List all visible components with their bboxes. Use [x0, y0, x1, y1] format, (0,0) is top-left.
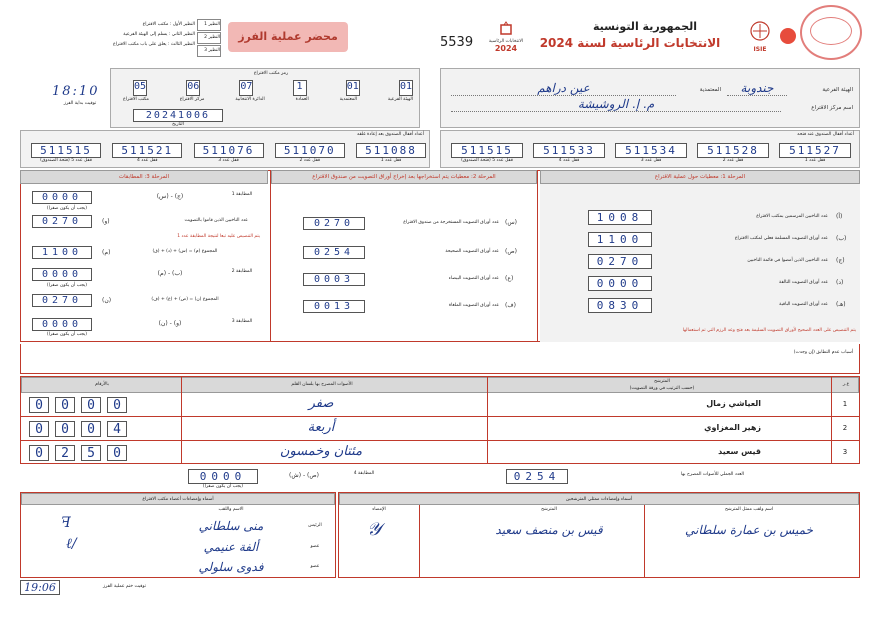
republic-title: الجمهورية التونسية	[592, 20, 698, 33]
seal-before-label-4: قفل عدد 4	[558, 158, 580, 163]
rep-name: خميس بن عمارة سلطاني	[685, 523, 813, 537]
match2-value: 0000	[32, 268, 92, 281]
digit: 5	[81, 445, 101, 461]
discrepancy-label: أسباب عدم التطابق (إن وجدت)	[793, 350, 853, 355]
signature-scribble: 𝒴	[367, 519, 382, 540]
copy-line-3: النظير الثالث : يعلق على باب مكتب الاقتراع	[112, 42, 195, 47]
match2-label: المطابقة 2	[231, 269, 253, 274]
stage2-row-s	[303, 217, 528, 233]
digit: 2	[55, 445, 75, 461]
stage2-title: المرحلة 2: معطيات يتم استخراجها بعد إخراج أوراق التصويت من صندوق الاقتراع	[271, 170, 537, 184]
header	[0, 0, 880, 68]
reps-signatures	[338, 492, 860, 578]
code-sublabel-subauthority: الهيئة الفرعية	[387, 97, 413, 102]
sum-n-label: المجموع (ن) = (ص) + (ع) + (ف)	[151, 297, 219, 302]
copies-list	[20, 20, 195, 50]
voters-value: 0270	[32, 215, 92, 228]
stage1-letter-a: (أ)	[836, 213, 843, 220]
place-info-panel	[440, 68, 860, 128]
stage2-label-a: عدد أوراق التصويت البيضاء	[448, 276, 499, 281]
stage2-row-f	[303, 300, 528, 316]
logo-year: 2024	[494, 44, 518, 53]
seal-before-label-2: قفل عدد 2	[722, 158, 744, 163]
stage1-value-a: 1008	[588, 210, 652, 225]
match2-box	[32, 268, 92, 281]
seal-before-label-3: قفل عدد 3	[640, 158, 662, 163]
office-member-role: عضو	[310, 544, 320, 549]
col-divider	[644, 505, 645, 577]
sum-n-letter: (ن)	[102, 297, 112, 304]
seal-after-label-4: قفل عدد 4	[136, 158, 158, 163]
voters-label: عدد الناخبين الذين قاموا بالتصويت	[184, 218, 248, 223]
col-candidate: المترشح	[654, 379, 670, 384]
result-words: أربعة	[307, 420, 335, 435]
match4-value: 0000	[188, 469, 258, 484]
sum-m-box	[32, 246, 92, 259]
result-num: 1	[842, 400, 848, 408]
seals-before-values	[451, 143, 851, 158]
code-sublabel-sector: العمادة	[295, 97, 309, 102]
stage1-letter-d: (د)	[836, 279, 844, 286]
office-member-role: عضو	[310, 564, 320, 569]
code-sublabel-office: مكتب الاقتراع	[123, 97, 149, 102]
seal-after-5: 511515	[31, 143, 101, 158]
sum-m-label: المجموع (م) = (س) + (د) + (ق)	[152, 249, 218, 254]
seal-before-label-1: قفل عدد 1	[804, 158, 826, 163]
result-digits	[29, 421, 127, 437]
rep-candidate: قيس بن منصف سعيد	[495, 523, 603, 537]
flag-icon	[780, 28, 796, 44]
stage1-label-e: عدد أوراق التصويت الباقية	[779, 302, 828, 307]
total-label: العدد الجملي للأصوات المصرح بها	[680, 472, 744, 477]
code-cell-office: 01	[399, 80, 413, 96]
seals-before-labels	[451, 158, 851, 163]
match1-value: 0000	[32, 191, 92, 204]
copy-line-1: النظير الأول : مكتب الاقتراع	[142, 22, 195, 27]
center-label: اسم مركز الاقتراع	[811, 105, 853, 111]
code-cell-delegation: 06	[186, 80, 200, 96]
digit: 4	[107, 421, 127, 437]
copy-line-2: النظير الثاني : يسلم إلى الهيئة الفرعية	[123, 32, 195, 37]
seals-after-values	[31, 143, 426, 158]
seal-before-4: 511533	[533, 143, 605, 158]
result-digits	[29, 397, 127, 413]
stage2-row-a	[303, 273, 528, 289]
subauthority-label: الهيئة الفرعية	[822, 87, 853, 93]
digit: 0	[107, 397, 127, 413]
stage1-label-a: عدد الناخبين المرسمين بمكتب الاقتراع	[756, 214, 828, 219]
end-time-value: 19:06	[20, 580, 60, 595]
stage1-title: المرحلة 1: معطيات حول عملية الاقتراع	[540, 170, 860, 184]
digit: 0	[107, 445, 127, 461]
match4-label: المطابقة 4	[353, 471, 375, 476]
code-cell-sector: 07	[239, 80, 253, 96]
results-row	[21, 418, 859, 441]
match1-formula: (ج) - (س)	[156, 193, 184, 200]
col-num: ع.ر	[842, 382, 850, 387]
office-row	[21, 517, 335, 537]
match2-note: (يجب أن يكون صفرا)	[46, 283, 88, 288]
red-stamp	[800, 5, 862, 60]
match1-boxes	[32, 191, 92, 204]
stage2-letter-a: (ع)	[505, 275, 514, 282]
stage2-letter-p: (ص)	[505, 248, 517, 255]
reps-col-candidate: المترشح	[541, 507, 557, 512]
results-header	[21, 377, 859, 393]
seal-after-label-3: قفل عدد 3	[218, 158, 239, 163]
seals-before-title: أعداد أقفال الصندوق عند فتحه	[797, 132, 854, 137]
match3-box	[32, 318, 92, 331]
col-candidate-sub: (حسب الترتيب في ورقة التصويت)	[629, 386, 695, 391]
reps-col-signature: الإمضاء	[372, 507, 386, 512]
reps-row	[339, 519, 859, 543]
polling-code-cells	[133, 80, 413, 96]
stage2-letter-f: (ف)	[505, 302, 516, 309]
form-title-badge	[228, 22, 348, 52]
ballot-icon	[499, 21, 513, 35]
sum-n-value: 0270	[32, 294, 92, 307]
result-words: مئتان وخمسون	[279, 444, 363, 459]
logo-text: الانتخابات الرئاسية	[488, 39, 524, 44]
col-words: الأصوات المصرح بها بلسان القلم	[291, 382, 353, 387]
stage1-label-c: عدد الناخبين الذين أمضوا في قائمة الناخبين	[747, 258, 828, 263]
isie-logo	[745, 20, 775, 60]
col-divider	[487, 377, 488, 463]
match3-label: المطابقة 3	[231, 319, 253, 324]
elections-title: الانتخابات الرئاسية لسنة 2024	[539, 36, 721, 50]
sum-m-value: 1100	[32, 246, 92, 259]
result-num: 3	[842, 448, 848, 456]
stage3-title: المرحلة 3: المطابقات	[20, 170, 268, 184]
count-start-box	[20, 68, 120, 110]
reps-title: أسماء وإمضاءات ممثلي المترشحين	[339, 493, 859, 505]
stage2-label-s: عدد أوراق التصويت المستخرجة من صندوق الاقتراع	[403, 220, 499, 225]
code-sublabel-district: الدائرة الانتخابية	[235, 97, 265, 102]
sum-n-box	[32, 294, 92, 307]
seal-after-2: 511070	[275, 143, 345, 158]
stage1-value-e: 0830	[588, 298, 652, 313]
office-row	[21, 558, 335, 578]
result-words: صفر	[308, 396, 334, 411]
polling-code-sublabels	[123, 97, 413, 102]
stage2-value-a: 0003	[303, 273, 365, 286]
seal-after-4: 511521	[112, 143, 182, 158]
voters-box	[32, 215, 92, 228]
stage2-value-p: 0254	[303, 246, 365, 259]
stage1-label-d: عدد أوراق التصويت التالفة	[779, 280, 828, 285]
total-value: 0254	[506, 469, 568, 484]
totals-row	[20, 466, 860, 488]
result-digits	[29, 445, 127, 461]
seals-after-title: أعداد أقفال الصندوق بعد إعادة غلقه	[357, 132, 424, 137]
discrepancy-row	[20, 344, 860, 374]
stage1-value-d: 0000	[588, 276, 652, 291]
stage1-note: يتم التنصيص على العدد الصحيح لأوراق التصويت السليمة بعد فتح وعد الرزم التي تم استعمالها	[682, 328, 856, 333]
office-member-name: منى سلطاني	[198, 519, 264, 533]
end-time-label: توقيت ختم عملية الفرز	[102, 584, 146, 589]
stage1-row-c	[588, 254, 853, 271]
office-row	[21, 538, 335, 558]
match4-formula: (ص) - (ش)	[289, 472, 319, 479]
col-divider	[181, 377, 182, 463]
center-value: م. إ. الروشيشة	[451, 97, 781, 112]
stage2-row-p	[303, 246, 528, 262]
seal-before-label-5: قفل عدد 5 (فتحة الصندوق)	[461, 158, 513, 163]
code-cell-subauthority: 05	[133, 80, 147, 96]
seal-after-1: 511088	[356, 143, 426, 158]
digit: 0	[55, 397, 75, 413]
stage1-value-c: 0270	[588, 254, 652, 269]
stage2-value-f: 0013	[303, 300, 365, 313]
signature-scribble: ꟻ	[61, 515, 71, 531]
match2-formula: (ب) - (م)	[157, 270, 183, 277]
isie-label: ISIE	[753, 46, 767, 53]
polling-code-label: رمز مكتب الاقتراع	[253, 71, 289, 76]
signature-scribble: ℓ/	[66, 536, 77, 552]
code-cell-center: 01	[346, 80, 360, 96]
col-divider	[419, 505, 420, 577]
copy-num-2: النظير 2	[197, 32, 221, 44]
digit: 0	[29, 421, 49, 437]
seal-before-3: 511534	[615, 143, 687, 158]
stage1-row-e	[588, 298, 853, 315]
seal-before-2: 511528	[697, 143, 769, 158]
voters-letter: (و)	[102, 218, 110, 225]
date-value: 20241006	[133, 109, 223, 122]
copy-num-1: النظير 1	[197, 19, 221, 31]
digit: 0	[81, 421, 101, 437]
form-title: محضر عملية الفرز	[238, 30, 338, 43]
office-title: أسماء وإمضاءات أعضاء مكتب الاقتراع	[21, 493, 335, 505]
stage1-value-b: 1100	[588, 232, 652, 247]
elections-logo	[488, 20, 524, 60]
stage1-row-b	[588, 232, 853, 249]
stage2-label-p: عدد أوراق التصويت الصحيحة	[445, 249, 499, 254]
code-sublabel-center: مركز الاقتراع	[179, 97, 205, 102]
stage2-letter-s: (س)	[505, 219, 518, 226]
stage1-letter-b: (ب)	[836, 235, 847, 242]
seals-after-labels	[31, 158, 426, 163]
match3-formula: (و) - (ن)	[158, 320, 182, 327]
stage1-row-d	[588, 276, 853, 293]
seal-after-3: 511076	[194, 143, 264, 158]
delegation-label: المعتمدية	[699, 87, 721, 93]
copies-nums	[197, 19, 221, 57]
stage1-panel	[540, 170, 860, 342]
seals-after-panel	[20, 130, 430, 168]
count-start-value: 18:10	[52, 84, 100, 99]
seals-before-panel	[440, 130, 860, 168]
office-member-name: ألفة عنيمي	[203, 540, 259, 554]
stage2-value-s: 0270	[303, 217, 365, 230]
footer-end-time	[20, 580, 180, 600]
polling-code-panel	[110, 68, 420, 128]
result-num: 2	[842, 424, 848, 432]
results-table	[20, 376, 860, 464]
isie-emblem-icon	[749, 20, 771, 42]
stage1-letter-c: (ج)	[836, 257, 845, 264]
date-field	[133, 109, 223, 127]
result-candidate-name: قيس سعيد	[718, 447, 761, 456]
office-col-name: الاسم واللقب	[218, 507, 244, 512]
form-number: 5539	[440, 35, 474, 50]
seal-before-5: 511515	[451, 143, 523, 158]
code-sublabel-delegation: المعتمدية	[339, 97, 358, 102]
seal-before-1: 511527	[779, 143, 851, 158]
office-signatures	[20, 492, 336, 578]
stage1-label-b: عدد أوراق التصويت المسلمة فعلي لمكتب الاقتراع	[734, 236, 828, 241]
stage3-panel	[20, 170, 268, 342]
stage1-row-a	[588, 210, 853, 227]
delegation-value: عين دراهم	[451, 81, 676, 96]
office-member-name: فدوى سلولي	[198, 560, 264, 574]
match1-label: المطابقة 1	[231, 192, 253, 197]
seal-after-label-5: قفل عدد 5 (فتحة الصندوق)	[40, 158, 92, 163]
col-divider	[831, 377, 832, 463]
digit: 0	[29, 445, 49, 461]
result-candidate-name: العياشي زمال	[706, 399, 761, 408]
reps-col-rep: اسم ولقب ممثل المترشح	[724, 507, 774, 512]
match1-note: (يجب أن يكون صفرا)	[46, 206, 88, 211]
stage2-label-f: عدد أوراق التصويت الملغاة	[448, 303, 499, 308]
stage1-letter-e: (هـ)	[836, 301, 846, 308]
office-member-role: الرئيس	[308, 523, 322, 528]
seal-after-label-1: قفل عدد 1	[380, 158, 402, 163]
code-cell-district: 1	[293, 80, 307, 96]
match3-note: (يجب أن يكون صفرا)	[46, 332, 88, 337]
stage2-panel	[270, 170, 538, 342]
digit: 0	[55, 421, 75, 437]
results-row	[21, 394, 859, 417]
copy-num-3: النظير 3	[197, 45, 221, 57]
sum-m-letter: (م)	[102, 249, 111, 256]
subauthority-value: جندوبة	[727, 81, 787, 96]
date-label: التاريخ	[172, 122, 184, 127]
match3-value: 0000	[32, 318, 92, 331]
seal-after-label-2: قفل عدد 2	[299, 158, 321, 163]
col-digits: بالأرقام	[95, 382, 109, 387]
match1-instruction: يتم التنصيص عليه تبعا لنتيجة المطابقة عدد 1	[177, 234, 260, 239]
count-start-label: توقيت بداية الفرز	[63, 101, 97, 106]
match4-note: (يجب أن يكون صفرا)	[202, 484, 244, 489]
digit: 0	[29, 397, 49, 413]
digit: 0	[81, 397, 101, 413]
results-row	[21, 442, 859, 464]
result-candidate-name: زهير المغزاوي	[704, 423, 761, 432]
